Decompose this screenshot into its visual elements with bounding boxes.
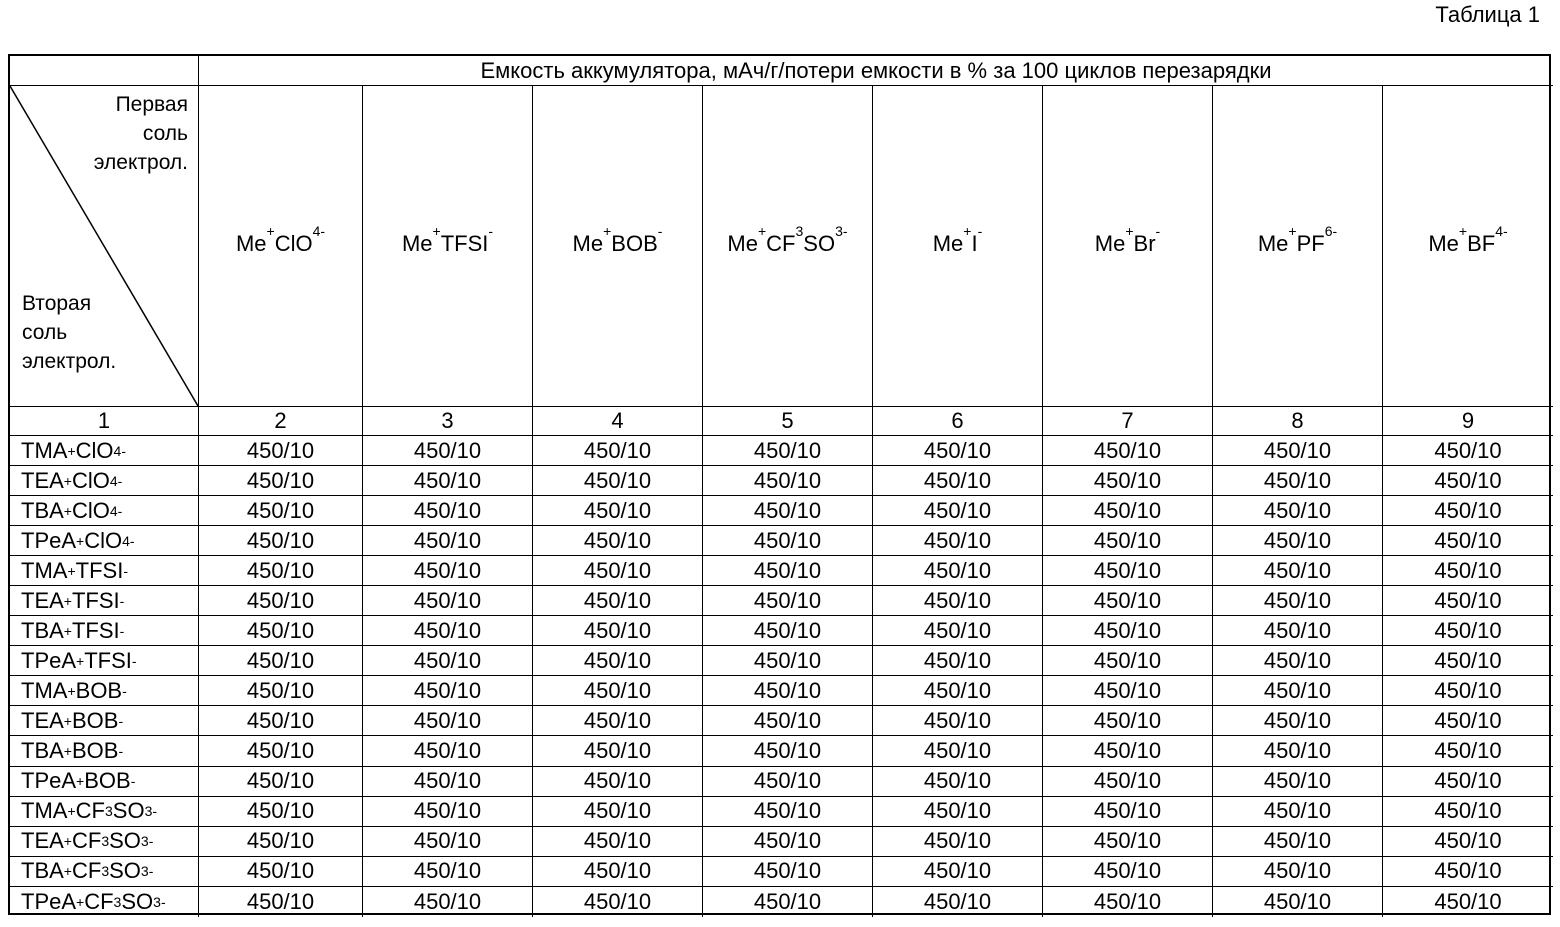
column-number: 7: [1043, 407, 1213, 436]
row-label: TEA + BOB -: [10, 706, 199, 736]
row-label-base: TFSI: [75, 557, 124, 583]
column-header-pre: Me: [1428, 231, 1459, 256]
column-header-pre: Me: [572, 231, 604, 256]
table-cell: 450/10: [199, 827, 363, 857]
column-header-mid: SO: [803, 231, 836, 256]
row-label-base: BOB: [71, 707, 119, 733]
table-cell: 450/10: [703, 797, 873, 827]
row-label: TPeA + CF 3 SO 3 -: [10, 887, 199, 917]
table-cell: 450/10: [703, 496, 873, 526]
row-label-pre: TMA: [21, 557, 68, 583]
column-header-pre: Me: [727, 231, 758, 256]
table-cell: 450/10: [1213, 857, 1383, 887]
row-label-mid: SO: [109, 858, 141, 884]
table-cell: 450/10: [703, 466, 873, 496]
column-number: 3: [363, 407, 533, 436]
row-label: TBA + CF 3 SO 3 -: [10, 857, 199, 887]
table-cell: 450/10: [703, 736, 873, 766]
row-label: TBA + ClO 4 -: [10, 496, 199, 526]
table-cell: 450/10: [533, 616, 703, 646]
row-label-base: BOB: [71, 737, 119, 763]
main-header: Емкость аккумулятора, мАч/г/потери емкости в % за 100 циклов перезарядки: [199, 56, 1553, 86]
table-cell: 450/10: [873, 526, 1043, 556]
row-label-base: BOB: [84, 768, 131, 794]
table-cell: 450/10: [873, 857, 1043, 887]
table-cell: 450/10: [1213, 586, 1383, 616]
row-label-base: ClO: [71, 497, 110, 523]
column-header-9: Me + BF 4 -: [1383, 86, 1553, 407]
row-label-base: TFSI: [71, 587, 120, 613]
row-label: TEA + TFSI -: [10, 586, 199, 616]
row-label: TPeA + ClO 4 -: [10, 526, 199, 556]
column-header-base: Br: [1133, 231, 1156, 256]
row-label-pre: TMA: [21, 798, 68, 824]
column-header-base: I: [971, 231, 978, 256]
table-cell: 450/10: [363, 887, 533, 917]
table-cell: 450/10: [363, 526, 533, 556]
column-header-pre: Me: [235, 231, 267, 256]
table-cell: 450/10: [703, 676, 873, 706]
table-cell: 450/10: [703, 586, 873, 616]
table-cell: 450/10: [1043, 827, 1213, 857]
table-cell: 450/10: [1213, 646, 1383, 676]
table-cell: 450/10: [199, 767, 363, 797]
table-caption: Таблица 1: [1435, 2, 1540, 27]
table-cell: 450/10: [363, 797, 533, 827]
column-number: 4: [533, 407, 703, 436]
table-cell: 450/10: [1213, 736, 1383, 766]
table-cell: 450/10: [1043, 676, 1213, 706]
table-cell: 450/10: [1383, 556, 1553, 586]
table-cell: 450/10: [533, 827, 703, 857]
column-header-7: Me + Br -: [1043, 86, 1213, 407]
table-cell: 450/10: [1213, 676, 1383, 706]
table-cell: 450/10: [1383, 586, 1553, 616]
table-cell: 450/10: [533, 797, 703, 827]
row-label: TBA + TFSI -: [10, 616, 199, 646]
second-salt-label: Вторая соль электрол.: [22, 292, 117, 373]
table-cell: 450/10: [1383, 736, 1553, 766]
row-label-base: CF: [75, 798, 105, 824]
table-cell: 450/10: [363, 706, 533, 736]
column-header-pre: Me: [401, 231, 433, 256]
table-cell: 450/10: [1213, 466, 1383, 496]
table-cell: 450/10: [533, 736, 703, 766]
table-cell: 450/10: [1043, 857, 1213, 887]
row-label-base: CF: [71, 858, 102, 884]
column-header-pre: Me: [1257, 231, 1289, 256]
table-cell: 450/10: [1043, 526, 1213, 556]
row-label-pre: TEA: [21, 828, 64, 854]
table-cell: 450/10: [1383, 616, 1553, 646]
table-cell: 450/10: [199, 857, 363, 887]
table-cell: 450/10: [1213, 827, 1383, 857]
table-cell: 450/10: [199, 556, 363, 586]
table-cell: 450/10: [1043, 496, 1213, 526]
table-cell: 450/10: [1383, 857, 1553, 887]
table-cell: 450/10: [873, 797, 1043, 827]
row-label: TMA + BOB -: [10, 676, 199, 706]
table-cell: 450/10: [873, 767, 1043, 797]
table-cell: 450/10: [1434, 888, 1502, 914]
column-number: 5: [703, 407, 873, 436]
column-number: 6: [873, 407, 1043, 436]
table-cell: 450/10: [703, 767, 873, 797]
table-cell: 450/10: [703, 616, 873, 646]
table-cell: 450/10: [1213, 797, 1383, 827]
table-cell: 450/10: [1043, 556, 1213, 586]
table-cell: 450/10: [1383, 646, 1553, 676]
row-label-pre: TPeA: [21, 888, 77, 914]
row-label-pre: TPeA: [21, 768, 77, 794]
table-cell: 450/10: [533, 526, 703, 556]
table-cell: 450/10: [1213, 706, 1383, 736]
column-header-pre: Me: [932, 231, 964, 256]
row-label-mid: SO: [121, 888, 154, 914]
table-cell: 450/10: [199, 706, 363, 736]
table-cell: 450/10: [873, 586, 1043, 616]
table-cell: 450/10: [533, 466, 703, 496]
table-cell: 450/10: [703, 556, 873, 586]
table-cell: 450/10: [703, 857, 873, 887]
table-cell: 450/10: [703, 706, 873, 736]
table-cell: 450/10: [873, 646, 1043, 676]
table-cell: 450/10: [533, 857, 703, 887]
data-table: [8, 54, 1551, 915]
table-cell: 450/10: [1213, 526, 1383, 556]
table-cell: 450/10: [873, 616, 1043, 646]
column-header-8: Me + PF 6 -: [1213, 86, 1383, 407]
row-label: TBA + BOB -: [10, 736, 199, 766]
column-header-3: Me + TFSI -: [363, 86, 533, 407]
diagonal-header-cell: [10, 86, 199, 407]
table-cell: 450/10: [1383, 797, 1553, 827]
column-header-base: TFSI: [440, 231, 489, 256]
row-label-base: ClO: [84, 527, 123, 553]
column-number: 8: [1213, 407, 1383, 436]
table-cell: 450/10: [1043, 616, 1213, 646]
row-label-pre: TEA: [21, 587, 64, 613]
table-cell: 450/10: [363, 436, 533, 466]
row-label-base: CF: [84, 888, 114, 914]
table-cell: 450/10: [1383, 706, 1553, 736]
column-header-pre: Me: [1094, 231, 1126, 256]
table-cell: 450/10: [873, 466, 1043, 496]
row-label-base: CF: [71, 828, 102, 854]
table-cell: 450/10: [1383, 767, 1553, 797]
row-label: TMA + ClO 4 -: [10, 436, 199, 466]
table-cell: 450/10: [199, 586, 363, 616]
row-label-base: TFSI: [71, 617, 120, 643]
column-header-6: Me + I -: [873, 86, 1043, 407]
column-number: 2: [199, 407, 363, 436]
table-cell: 450/10: [1213, 887, 1383, 917]
table-cell: 450/10: [873, 556, 1043, 586]
table-cell: 450/10: [1043, 586, 1213, 616]
column-header-2: Me + ClO 4 -: [199, 86, 363, 407]
row-label: TMA + TFSI -: [10, 556, 199, 586]
table-cell: 450/10: [533, 676, 703, 706]
table-cell: 450/10: [363, 616, 533, 646]
table-cell: 450/10: [199, 466, 363, 496]
table-cell: 450/10: [1383, 827, 1553, 857]
table-cell: 450/10: [1213, 556, 1383, 586]
table-cell: 450/10: [363, 466, 533, 496]
table-cell: 450/10: [1043, 436, 1213, 466]
table-cell: 450/10: [533, 706, 703, 736]
table-cell: 450/10: [703, 887, 873, 917]
row-label-pre: TBA: [21, 858, 64, 884]
corner-blank-cell: [10, 56, 199, 86]
column-header-base: ClO: [274, 231, 313, 256]
table-cell: 450/10: [703, 436, 873, 466]
table-cell: 450/10: [1383, 466, 1553, 496]
table-cell: 450/10: [199, 436, 363, 466]
row-label: TEA + CF 3 SO 3 -: [10, 827, 199, 857]
table-cell: 450/10: [1043, 736, 1213, 766]
row-label-pre: TEA: [21, 707, 64, 733]
row-label-base: ClO: [75, 437, 114, 463]
table-cell: 450/10: [703, 827, 873, 857]
table-cell: 450/10: [1383, 436, 1553, 466]
table-cell: 450/10: [1043, 466, 1213, 496]
row-label-pre: TBA: [21, 617, 64, 643]
column-header-4: Me + BOB -: [533, 86, 703, 407]
table-cell: 450/10: [363, 736, 533, 766]
table-cell: 450/10: [703, 526, 873, 556]
table-cell: 450/10: [873, 736, 1043, 766]
table-cell: 450/10: [363, 586, 533, 616]
column-header-base: PF: [1296, 231, 1325, 256]
table-cell: 450/10: [199, 526, 363, 556]
table-cell: 450/10: [873, 496, 1043, 526]
table-cell: 450/10: [1043, 646, 1213, 676]
table-cell: 450/10: [533, 586, 703, 616]
table-cell: 450/10: [199, 616, 363, 646]
column-header-5: Me + CF 3 SO 3 -: [703, 86, 873, 407]
row-label-base: BOB: [75, 677, 123, 703]
table-cell: 450/10: [873, 436, 1043, 466]
table-cell: 450/10: [873, 827, 1043, 857]
row-label-mid: SO: [112, 798, 145, 824]
table-cell: 450/10: [199, 496, 363, 526]
row-label-pre: TBA: [21, 497, 64, 523]
table-cell: 450/10: [703, 646, 873, 676]
row-label-pre: TMA: [21, 437, 68, 463]
table-cell: 450/10: [363, 767, 533, 797]
column-header-base: CF: [766, 231, 796, 256]
table-cell: 450/10: [199, 887, 363, 917]
row-label-pre: TBA: [21, 737, 64, 763]
table-cell: 450/10: [1043, 706, 1213, 736]
column-number: 1: [10, 407, 199, 436]
table-cell: 450/10: [1043, 767, 1213, 797]
row-label-base: TFSI: [84, 647, 132, 673]
table-cell: 450/10: [363, 556, 533, 586]
row-label-base: ClO: [71, 467, 110, 493]
table-cell: 450/10: [533, 556, 703, 586]
table-cell: 450/10: [199, 797, 363, 827]
table-cell: 450/10: [363, 676, 533, 706]
row-label-mid: SO: [109, 828, 141, 854]
column-header-base: BF: [1467, 231, 1496, 256]
row-label: TPeA + BOB -: [10, 767, 199, 797]
row-label-pre: TMA: [21, 677, 68, 703]
table-cell: 450/10: [1213, 767, 1383, 797]
first-salt-label: Первая соль электрол.: [93, 93, 188, 174]
table-cell: 450/10: [199, 736, 363, 766]
table-cell: 450/10: [363, 827, 533, 857]
table-cell: 450/10: [533, 887, 703, 917]
table-cell: 450/10: [1043, 887, 1213, 917]
table-cell: 450/10: [533, 436, 703, 466]
table-cell: 450/10: [363, 496, 533, 526]
row-label: TPeA + TFSI -: [10, 646, 199, 676]
row-label-pre: TPeA: [21, 647, 77, 673]
table-cell: 450/10: [533, 646, 703, 676]
column-header-base: BOB: [611, 231, 658, 256]
table-cell: 450/10: [1043, 797, 1213, 827]
table-cell: 450/10: [1213, 496, 1383, 526]
table-cell: 450/10: [199, 676, 363, 706]
row-label-pre: TPeA: [21, 527, 77, 553]
column-number: 9: [1383, 407, 1553, 436]
table-cell: 450/10: [873, 676, 1043, 706]
table-cell: 450/10: [363, 646, 533, 676]
table-cell: 450/10: [533, 767, 703, 797]
table-cell: 450/10: [873, 887, 1043, 917]
table-cell: 450/10: [1213, 436, 1383, 466]
table-cell: 450/10: [199, 646, 363, 676]
table-cell: 450/10: [1213, 616, 1383, 646]
table-cell: 450/10: [363, 857, 533, 887]
row-label: TMA + CF 3 SO 3 -: [10, 797, 199, 827]
table-cell: 450/10: [533, 496, 703, 526]
table-cell: 450/10: [873, 706, 1043, 736]
row-label-pre: TEA: [21, 467, 64, 493]
table-cell: 450/10: [1383, 676, 1553, 706]
table-cell: 450/10: [1383, 526, 1553, 556]
table-cell: 450/10: [1383, 496, 1553, 526]
row-label: TEA + ClO 4 -: [10, 466, 199, 496]
